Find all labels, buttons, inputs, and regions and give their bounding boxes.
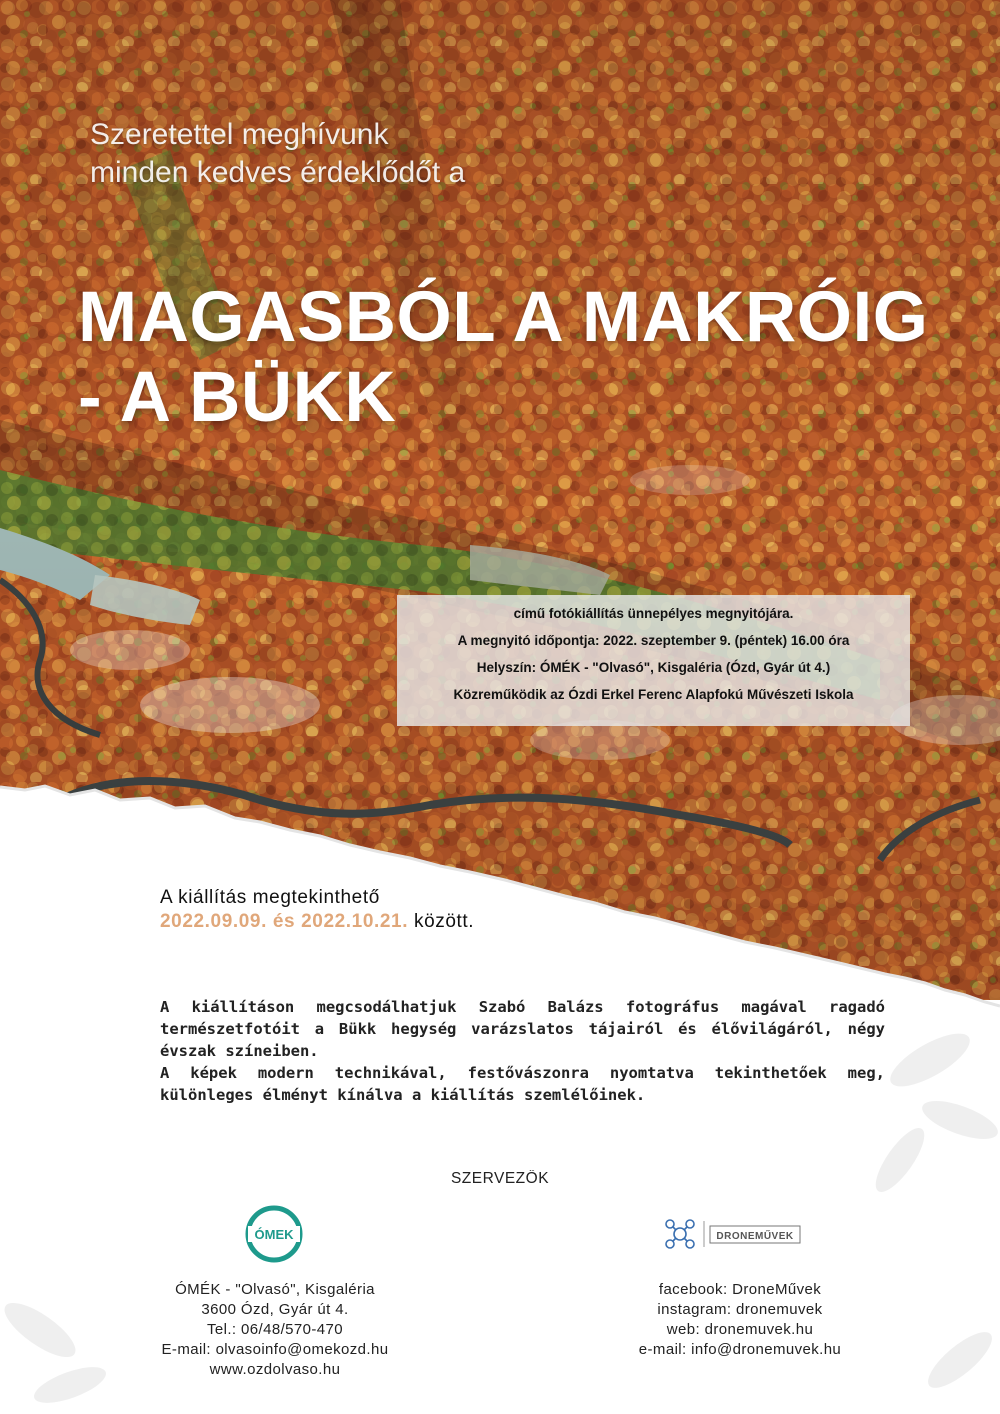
dronemuvek-logo-text: DRONEMŰVEK [716, 1231, 794, 1242]
omek-logo-text: ÓMEK [254, 1227, 294, 1242]
invitation-line-1: Szeretettel meghívunk [90, 118, 389, 151]
dronemuvek-logo [662, 1217, 802, 1251]
exhibition-description [160, 996, 885, 1106]
drone-email: e-mail: info@dronemuvek.hu [638, 1341, 842, 1358]
omek-contact [110, 1280, 440, 1380]
title-line-1: MAGASBÓL A MAKRÓIG [78, 278, 929, 357]
date-end: 2022.10.21. [301, 911, 409, 932]
date-and: és [272, 911, 296, 932]
organizers-heading: SZERVEZŐK [450, 1170, 550, 1187]
info-line-4: Közreműködik az Ózdi Erkel Ferenc Alapfokú Művészeti Iskola [453, 687, 854, 702]
omek-phone: Tel.: 06/48/570-470 [206, 1321, 344, 1338]
date-start: 2022.09.09. [160, 911, 267, 932]
description-paragraph-2: A képek modern technikával, festővászonra nyomtatva tekinthetőek meg, különleges élményt kínálva a kiállítás szemlélőinek. [160, 1064, 885, 1104]
drone-facebook: facebook: DroneMűvek [658, 1281, 822, 1298]
dates-range [160, 910, 474, 934]
omek-name: ÓMÉK - "Olvasó", Kisgaléria [175, 1281, 375, 1298]
drone-instagram: instagram: dronemuvek [657, 1301, 823, 1318]
exhibition-dates [160, 886, 474, 934]
invitation-text [90, 116, 465, 192]
dates-label: A kiállítás megtekinthető [160, 887, 380, 908]
info-line-2: A megnyitó időpontja: 2022. szeptember 9. (péntek) 16.00 óra [457, 633, 850, 648]
info-line-3: Helyszín: ÓMÉK - "Olvasó", Kisgaléria (Ózd, Gyár út 4.) [476, 660, 831, 675]
omek-email: E-mail: olvasoinfo@omekozd.hu [161, 1341, 389, 1358]
description-paragraph-1: A kiállításon megcsodálhatjuk Szabó Balázs fotográfus magával ragadó természetfotóit a Bükk hegység varázslatos tájairól és élővilágáról, négy évszak színeiben. [160, 998, 885, 1060]
omek-website: www.ozdolvaso.hu [209, 1361, 341, 1378]
info-line-1: című fotókiállítás ünnepélyes megnyitójára. [513, 606, 794, 621]
invitation-line-2: minden kedves érdeklődőt a [90, 156, 466, 189]
omek-address: 3600 Ózd, Gyár út 4. [201, 1301, 349, 1318]
exhibition-title [78, 278, 928, 438]
date-between: között. [413, 911, 475, 932]
opening-info-box [397, 595, 910, 726]
dronemuvek-contact [580, 1280, 900, 1360]
drone-web: web: dronemuvek.hu [666, 1321, 814, 1338]
title-line-2: - A BÜKK [78, 358, 397, 437]
omek-logo [244, 1204, 304, 1264]
drone-icon [666, 1220, 694, 1248]
